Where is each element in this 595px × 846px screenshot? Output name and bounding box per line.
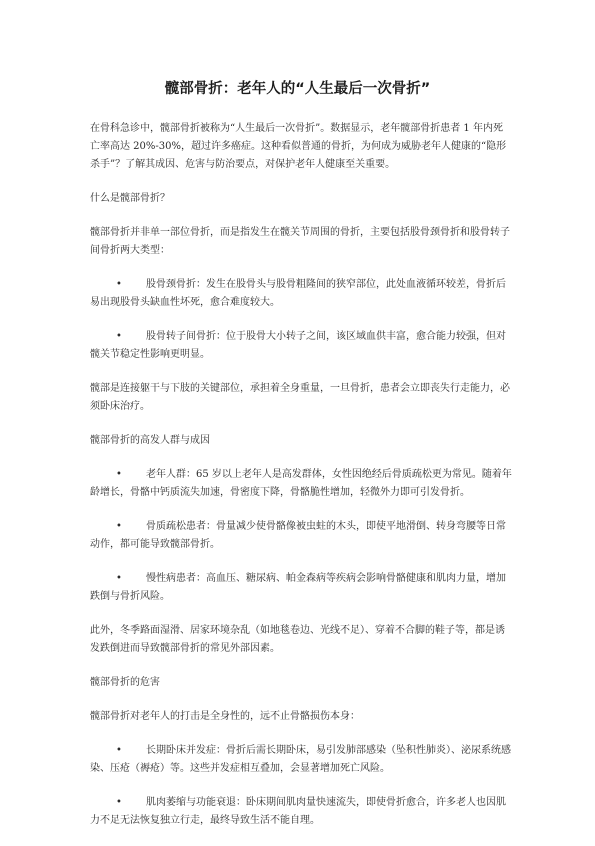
bullet-icon: • [116,279,122,290]
bullet-icon: • [116,745,122,756]
bullet-item [90,328,512,364]
bullet-text: 长期卧床并发症：骨折后需长期卧床，易引发肺部感染（坠积性肺炎）、泌尿系统感染、压疮（褥疮）等。这些并发症相互叠加，会显著增加死亡风险。 [90,745,511,774]
section-what-is-text: 髋部骨折并非单一部位骨折，而是指发生在髋关节周围的骨折，主要包括股骨颈骨折和股骨转子间骨折两大类型： [90,227,510,256]
section-harm-text: 髋部骨折对老年人的打击是全身性的，远不止骨骼损伤本身： [90,711,360,722]
bullet-item [90,276,512,312]
section-heading-harm: 髋部骨折的危害 [90,677,160,688]
bullet-icon: • [116,331,122,342]
bullet-item [90,742,512,778]
bullet-text: 股骨转子间骨折：位于股骨大小转子之间，该区域血供丰富，愈合能力较强，但对髋关节稳定性影响更明显。 [90,331,506,360]
bullet-icon: • [116,521,122,532]
bullet-item [90,466,512,502]
section-what-is-closing: 髋部是连接躯干与下肢的关键部位，承担着全身重量，一旦骨折，患者会立即丧失行走能力，必须卧床治疗。 [90,383,510,412]
bullet-icon: • [116,573,122,584]
bullet-item [90,794,512,830]
bullet-text: 股骨颈骨折：发生在股骨头与股骨粗隆间的狭窄部位，此处血液循环较差，骨折后易出现股骨头缺血性坏死，愈合难度较大。 [90,279,506,308]
bullet-item [90,570,512,606]
section-heading-risk-groups: 髋部骨折的高发人群与成因 [90,435,210,446]
page-title: 髋部骨折：老年人的“人生最后一次骨折” [164,81,431,97]
bullet-text: 老年人群：65 岁以上老年人是高发群体，女性因绝经后骨质疏松更为常见。随着年龄增长，骨骼中钙质流失加速，骨密度下降，骨骼脆性增加，轻微外力即可引发骨折。 [90,469,512,498]
article-body [90,120,512,846]
bullet-text: 慢性病患者：高血压、糖尿病、帕金森病等疾病会影响骨骼健康和肌肉力量，增加跌倒与骨折风险。 [90,573,506,602]
bullet-icon: • [116,797,122,808]
section-risk-closing: 此外，冬季路面湿滑、居家环境杂乱（如地毯卷边、光线不足）、穿着不合脚的鞋子等，都是诱发跌倒进而导致髋部骨折的常见外部因素。 [90,625,505,654]
bullet-icon: • [116,469,122,480]
bullet-text: 骨质疏松患者：骨量减少使骨骼像被虫蛀的木头，即使平地滑倒、转身弯腰等日常动作，都可能导致髋部骨折。 [90,521,506,550]
bullet-item [90,518,512,554]
intro-paragraph: 在骨科急诊中，髋部骨折被称为“人生最后一次骨折”。数据显示，老年髋部骨折患者 1 年内死亡率高达 20%-30%，超过许多癌症。这种看似普通的骨折，为何成为威胁老年人健康的“隐形杀手”？了解其成因、危害与防治要点，对保护老年人健康至关重要。 [90,123,507,170]
bullet-text: 肌肉萎缩与功能衰退：卧床期间肌肉量快速流失，即使骨折愈合，许多老人也因肌力不足无法恢复独立行走，最终导致生活不能自理。 [90,797,506,826]
section-heading-what-is: 什么是髋部骨折？ [90,193,170,204]
